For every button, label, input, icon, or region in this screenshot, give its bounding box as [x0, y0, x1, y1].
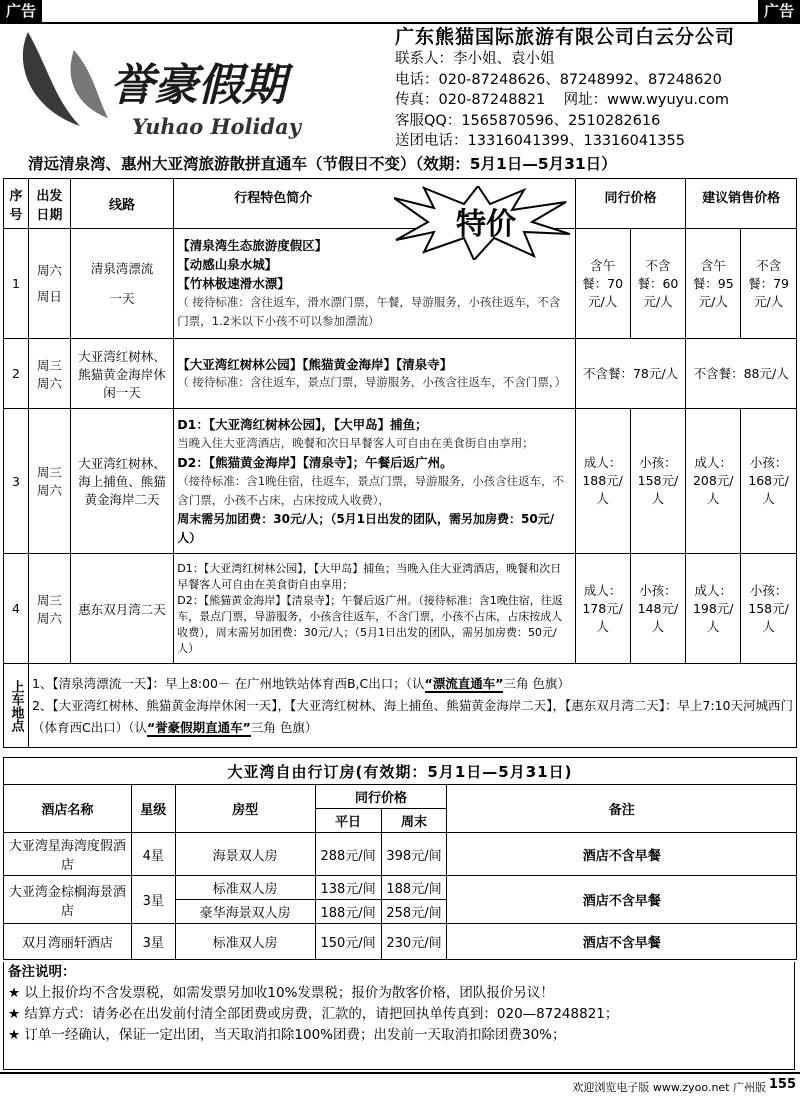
row-days: 周三 周六	[28, 339, 70, 409]
pickup-line-1	[32, 673, 793, 695]
notes-title: 备注说明：	[8, 964, 76, 980]
th-note: 备注	[447, 785, 797, 833]
price-peer-adult: 成人：188元/人	[575, 409, 630, 554]
hotel-weekend-price: 258元/间	[381, 900, 447, 924]
row-day1: D1：【大亚湾红树林公园】，【大甲岛】捕鱼；当晚入住大亚湾酒店，晚餐和次日早餐客人可自由在美食街自由享用；	[177, 561, 562, 591]
tour-table	[3, 178, 797, 748]
row-days: 周三 周六	[28, 554, 70, 664]
footer-text: 欢迎浏览电子版 www.zyoo.net 广州版	[572, 1081, 766, 1094]
pickup-line-2	[32, 695, 793, 739]
page-number: 155	[768, 1077, 796, 1092]
pickup-line-2-text: 2、【大亚湾红树林、熊猫黄金海岸休闲一天】，【大亚湾红树林、海上捕鱼、熊猫黄金海岸二天】，【惠东双月湾二天】：早上7:10天河城西门（体育西C出口）（认	[31, 697, 794, 735]
qq: 客服QQ：1565870596、2510282616	[395, 112, 661, 129]
row-route: 清泉湾漂流 一天	[70, 229, 173, 339]
pickup-label: 上车地点	[4, 664, 29, 748]
contact-persons: 联系人：李小姐、袁小姐	[395, 51, 555, 67]
note-item: ★ 结算方式：请务必在出发前付清全部团费或房费，汇款的，请把回执单传真到：020—87248821；	[8, 1006, 619, 1022]
hotel-room: 标准双人房	[175, 924, 315, 960]
hotel-room: 豪华海景双人房	[175, 900, 315, 924]
row-day1-detail: 当晚入住大亚湾酒店，晚餐和次日早餐客人可自由在美食街自由享用；	[177, 435, 534, 450]
hotel-weekday-price: 150元/间	[315, 924, 381, 960]
price-peer-2: 不含餐：60元/人	[630, 229, 686, 339]
fax-web	[395, 90, 729, 111]
wing-icon-right	[71, 50, 108, 118]
table-row	[4, 924, 797, 960]
row-extra: 周末需另加团费：30元/人；（5月1日出发的团队，需另加房费：50元/人）	[177, 511, 555, 545]
row-days: 周六 周日	[28, 229, 70, 339]
special-starburst-icon	[394, 186, 570, 260]
price-retail-1: 含午餐：95元/人	[686, 229, 741, 339]
table-row	[4, 833, 797, 876]
price-retail-child: 小孩：168元/人	[741, 409, 797, 554]
table-row	[4, 876, 797, 900]
hotel-note: 酒店不含早餐	[447, 833, 797, 876]
price-retail: 不含餐：88元/人	[686, 339, 797, 409]
hotel-name: 双月湾丽轩酒店	[4, 924, 132, 960]
tour-phone: 送团电话：13316041399、13316041355	[395, 133, 685, 149]
th-date: 出发日期	[28, 179, 70, 229]
th-price: 同行价格	[315, 785, 447, 809]
contact-block	[395, 49, 729, 152]
hotel-room: 海景双人房	[175, 833, 315, 876]
th-retail-price: 建议销售价格	[686, 179, 797, 229]
notes-section	[3, 962, 795, 1070]
hotel-name: 大亚湾星海湾度假酒店	[4, 833, 132, 876]
row-day2: D2：【熊猫黄金海岸】【清泉寺】；午餐后返广州。	[177, 454, 453, 470]
price-retail-adult: 成人：208元/人	[686, 409, 741, 554]
hotel-table	[3, 757, 797, 960]
hotel-star: 4星	[131, 833, 175, 876]
ad-label-right: 广告	[758, 0, 800, 22]
headline: 清远清泉湾、惠州大亚湾旅游散拼直通车（节假日不变）（效期：5月1日—5月31日）	[28, 155, 617, 173]
row-standard: （ 接待标准：含往返车，景点门票，导游服务，小孩含往返车，不含门票，）	[177, 375, 567, 389]
hotel-note: 酒店不含早餐	[447, 924, 797, 960]
pickup-line-1-text: 1、【清泉湾漂流一天】：早上8:00－ 在广州地铁站体育西B,C出口；（认	[31, 675, 425, 691]
price-retail-2: 不含餐：79元/人	[741, 229, 797, 339]
price-peer-1: 含午餐：70元/人	[575, 229, 630, 339]
price-peer-child: 小孩：158元/人	[630, 409, 686, 554]
th-room: 房型	[175, 785, 315, 833]
hotel-weekend-price: 230元/间	[381, 924, 447, 960]
brand-name-cn: 誉豪假期	[110, 60, 286, 111]
table-row	[4, 554, 797, 664]
row-idx: 4	[4, 554, 29, 664]
th-hotel-name: 酒店名称	[4, 785, 132, 833]
company-name: 广东熊猫国际旅游有限公司白云分公司	[395, 26, 736, 48]
special-text: 特价	[456, 207, 516, 242]
th-route: 线路	[70, 179, 173, 229]
th-weekday: 平日	[315, 809, 381, 833]
pickup-details	[28, 664, 796, 748]
row-standard: （ 接待标准：含往返车，滑水漂门票，午餐，导游服务，小孩往返车，不含门票，1.2米以下小孩不可以参加漂流）	[177, 295, 561, 328]
footer	[0, 1072, 800, 1100]
hotel-name: 大亚湾金棕榈海景酒店	[4, 876, 132, 924]
th-idx: 序号	[4, 179, 29, 229]
row-idx: 1	[4, 229, 29, 339]
row-day1: D1：【大亚湾红树林公园】，【大甲岛】捕鱼；	[177, 416, 428, 432]
row-features	[174, 554, 575, 664]
website: 网址：www.wyuyu.com	[563, 92, 729, 108]
hotel-weekend-price: 398元/间	[381, 833, 447, 876]
th-peer-price: 同行价格	[575, 179, 686, 229]
table-row	[4, 409, 797, 554]
table-row	[4, 339, 797, 409]
hotel-room: 标准双人房	[175, 876, 315, 900]
row-days: 周三 周六	[28, 409, 70, 554]
hotel-weekend-price: 188元/间	[381, 876, 447, 900]
hotel-note: 酒店不含早餐	[447, 876, 797, 924]
row-route: 惠东双月湾二天	[70, 554, 173, 664]
pickup-line-2-flag: “誉豪假期直通车”	[146, 719, 251, 735]
pickup-line-1-flag: “漂流直通车”	[424, 675, 504, 691]
row-route: 大亚湾红树林、熊猫黄金海岸休闲一天	[70, 339, 173, 409]
note-item: ★ 订单一经确认，保证一定出团，当天取消扣除100%团费；出发前一天取消扣除团费30%；	[8, 1027, 566, 1043]
ad-label-left: 广告	[0, 0, 42, 22]
row-features	[174, 339, 575, 409]
row-features	[174, 409, 575, 554]
hotel-title: 大亚湾自由行订房(有效期：5月1日—5月31日)	[4, 758, 797, 785]
row-idx: 2	[4, 339, 29, 409]
th-features: 行程特色简介	[174, 179, 575, 229]
brand-name-en: Yuhao Holiday	[132, 114, 301, 139]
pickup-line-1-end: 三角 色旗）	[503, 675, 570, 691]
price-retail-adult: 成人：198元/人	[686, 554, 741, 664]
price-peer-child: 小孩：148元/人	[630, 554, 686, 664]
hotel-star: 3星	[131, 924, 175, 960]
hotel-weekday-price: 288元/间	[315, 833, 381, 876]
wing-icon-left	[23, 32, 80, 126]
note-item: ★ 以上报价均不含发票税，如需发票另加收10%发票税；报价为散客价格，团队报价另议！	[8, 985, 554, 1001]
hotel-weekday-price: 188元/间	[315, 900, 381, 924]
price-peer-adult: 成人：178元/人	[575, 554, 630, 664]
brand-logo	[10, 28, 380, 146]
row-highlights: 【清泉湾生态旅游度假区】 【动感山泉水城】 【竹林极速滑水漂】	[177, 238, 328, 291]
pickup-line-2-end: 三角 色旗）	[250, 719, 318, 735]
hotel-weekday-price: 138元/间	[315, 876, 381, 900]
row-day2: D2：【熊猫黄金海岸】【清泉寺】；午餐后返广州。（接待标准：含1晚住宿，往返车，景点门票，导游服务，小孩含往返车，不含门票，小孩不占床，占床按成人收费），周末需另加团费：30元/人；（5月1日出发的团队，需另加房费：50元/人）	[177, 593, 563, 655]
row-idx: 3	[4, 409, 29, 554]
hotel-star: 3星	[131, 876, 175, 924]
price-peer: 不含餐：78元/人	[575, 339, 686, 409]
th-weekend: 周末	[381, 809, 447, 833]
phone: 电话：020-87248626、87248992、87248620	[395, 71, 722, 88]
pickup-row	[4, 664, 797, 748]
row-standard: （接待标准：含1晚住宿，往返车，景点门票，导游服务，小孩含往返车，不含门票，小孩不占床，占床按成人收费），	[177, 473, 565, 507]
price-retail-child: 小孩：158元/人	[741, 554, 797, 664]
th-star: 星级	[131, 785, 175, 833]
row-route: 大亚湾红树林、海上捕鱼、熊猫黄金海岸二天	[70, 409, 173, 554]
row-highlights: 【大亚湾红树林公园】【熊猫黄金海岸】【清泉寺】	[177, 357, 453, 372]
fax: 传真：020-87248821	[395, 92, 546, 108]
